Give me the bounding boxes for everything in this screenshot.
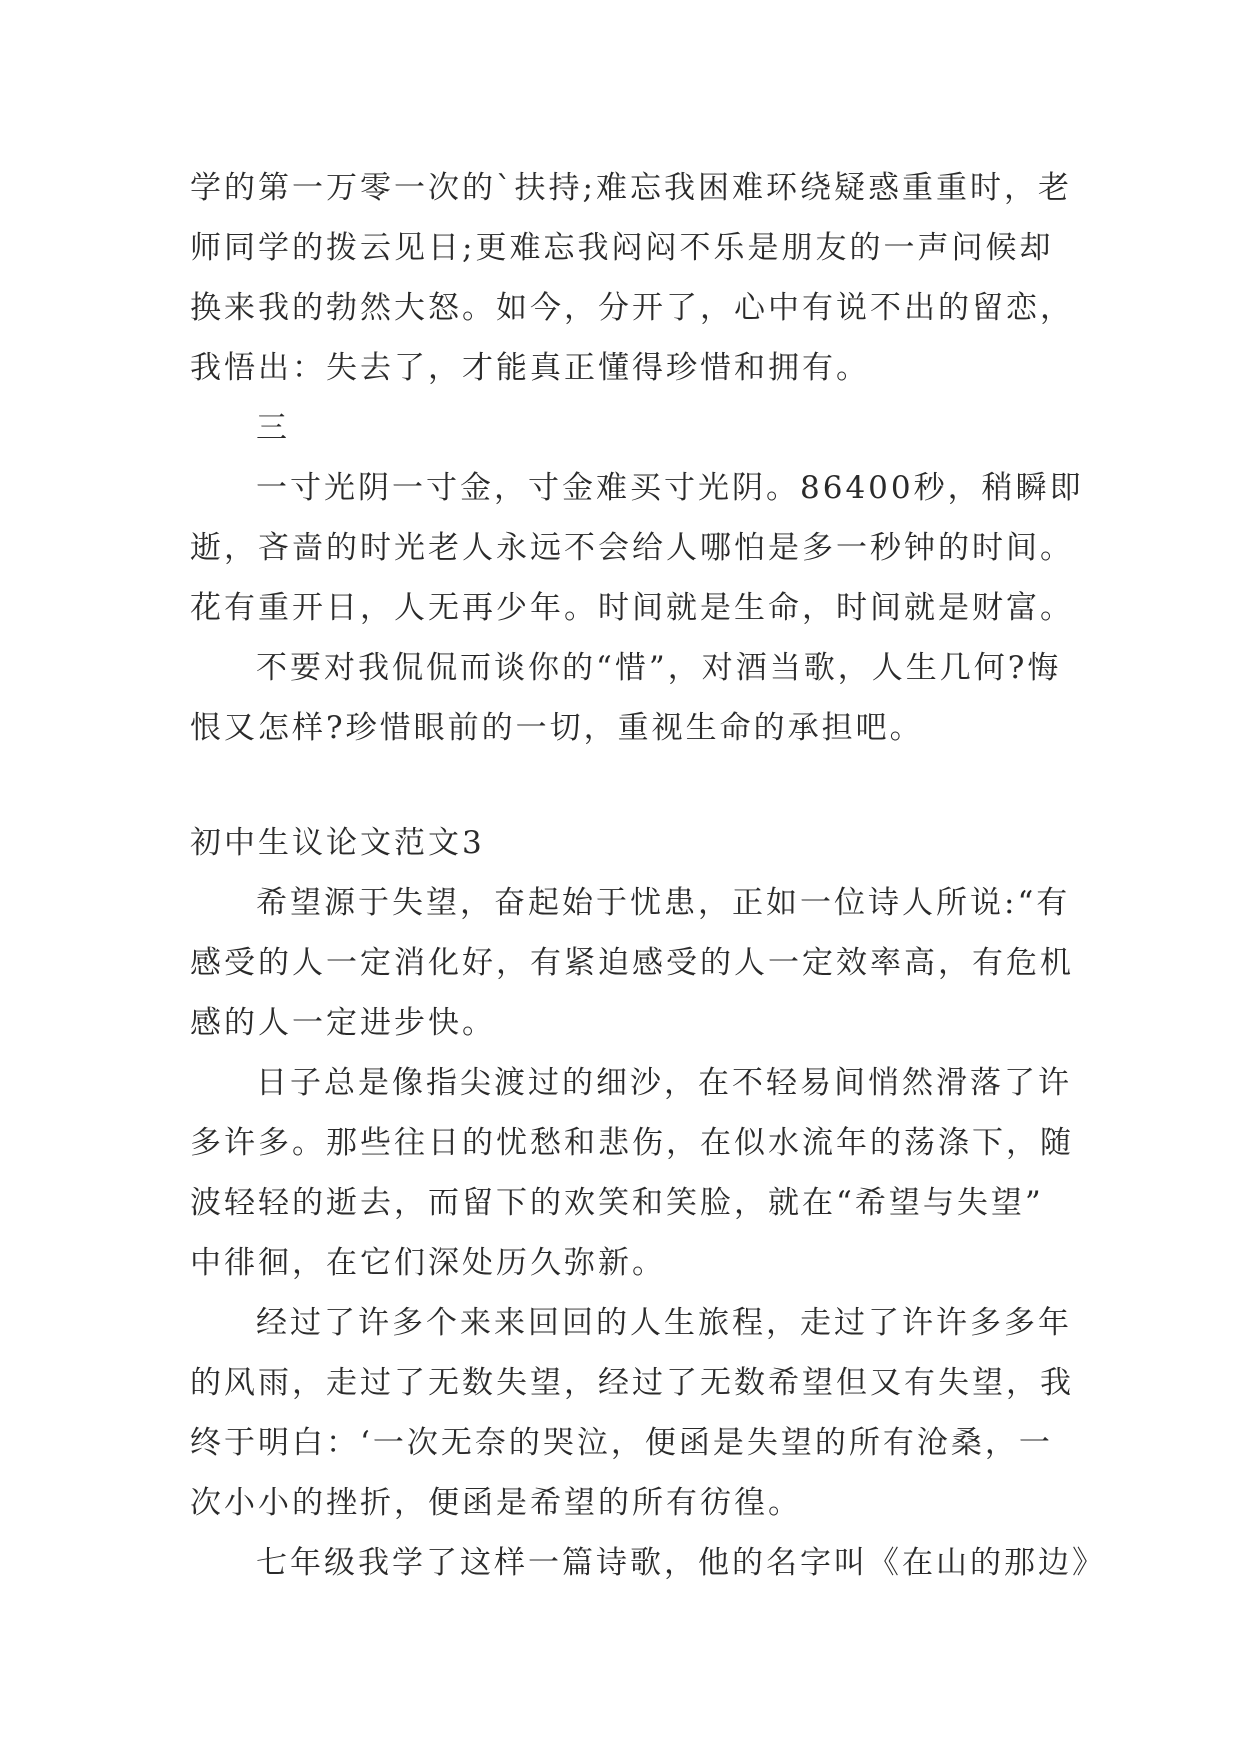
- text-line: 学的第一万零一次的`扶持;难忘我困难环绕疑惑重重时，老: [190, 170, 1072, 206]
- text-line: 经过了许多个来来回回的人生旅程，走过了许许多多年: [256, 1305, 1072, 1341]
- text-line: 波轻轻的逝去，而留下的欢笑和笑脸，就在“希望与失望”: [190, 1185, 1044, 1221]
- text-line: 中徘徊，在它们深处历久弥新。: [190, 1245, 666, 1281]
- paragraph: [190, 398, 1050, 458]
- paragraph: [190, 458, 1084, 638]
- document-body: [190, 158, 1106, 1593]
- text-line: 的风雨，走过了无数失望，经过了无数希望但又有失望，我: [190, 1365, 1074, 1401]
- paragraph: [190, 1293, 1074, 1533]
- text-line: 师同学的拨云见日;更难忘我闷闷不乐是朋友的一声问候却: [190, 230, 1054, 266]
- text-line: 三: [256, 410, 290, 446]
- text-line: 花有重开日，人无再少年。时间就是生命，时间就是财富。: [190, 590, 1074, 626]
- text-line: 一寸光阴一寸金，寸金难买寸光阴。86400秒，稍瞬即: [256, 470, 1084, 506]
- text-line: 换来我的勃然大怒。如今，分开了，心中有说不出的留恋，: [190, 290, 1074, 326]
- text-line: 七年级我学了这样一篇诗歌，他的名字叫《在山的那边》: [256, 1545, 1106, 1581]
- text-line: 次小小的挫折，便函是希望的所有彷徨。: [190, 1485, 802, 1521]
- paragraph: [190, 1053, 1074, 1293]
- section-spacer: [190, 758, 1050, 813]
- text-line: 感受的人一定消化好，有紧迫感受的人一定效率高，有危机: [190, 945, 1074, 981]
- text-line: 逝，吝啬的时光老人永远不会给人哪怕是多一秒钟的时间。: [190, 530, 1074, 566]
- text-line: 恨又怎样?珍惜眼前的一切，重视生命的承担吧。: [190, 710, 924, 746]
- text-line: 多许多。那些往日的忧愁和悲伤，在似水流年的荡涤下，随: [190, 1125, 1074, 1161]
- text-line: 我悟出：失去了，才能真正懂得珍惜和拥有。: [190, 350, 870, 386]
- paragraph: [190, 1533, 1106, 1593]
- section-heading: [190, 813, 1050, 873]
- paragraph: [190, 873, 1074, 1053]
- heading-text: 初中生议论文范文3: [190, 825, 485, 861]
- text-line: 终于明白：‘一次无奈的哭泣，便函是失望的所有沧桑，一: [190, 1425, 1053, 1461]
- paragraph: [190, 158, 1074, 398]
- text-line: 感的人一定进步快。: [190, 1005, 496, 1041]
- text-line: 日子总是像指尖渡过的细沙，在不轻易间悄然滑落了许: [256, 1065, 1072, 1101]
- text-line: 不要对我侃侃而谈你的“惜”，对酒当歌，人生几何?悔: [256, 650, 1062, 686]
- text-line: 希望源于失望，奋起始于忧患，正如一位诗人所说:“有: [256, 885, 1071, 921]
- paragraph: [190, 638, 1062, 758]
